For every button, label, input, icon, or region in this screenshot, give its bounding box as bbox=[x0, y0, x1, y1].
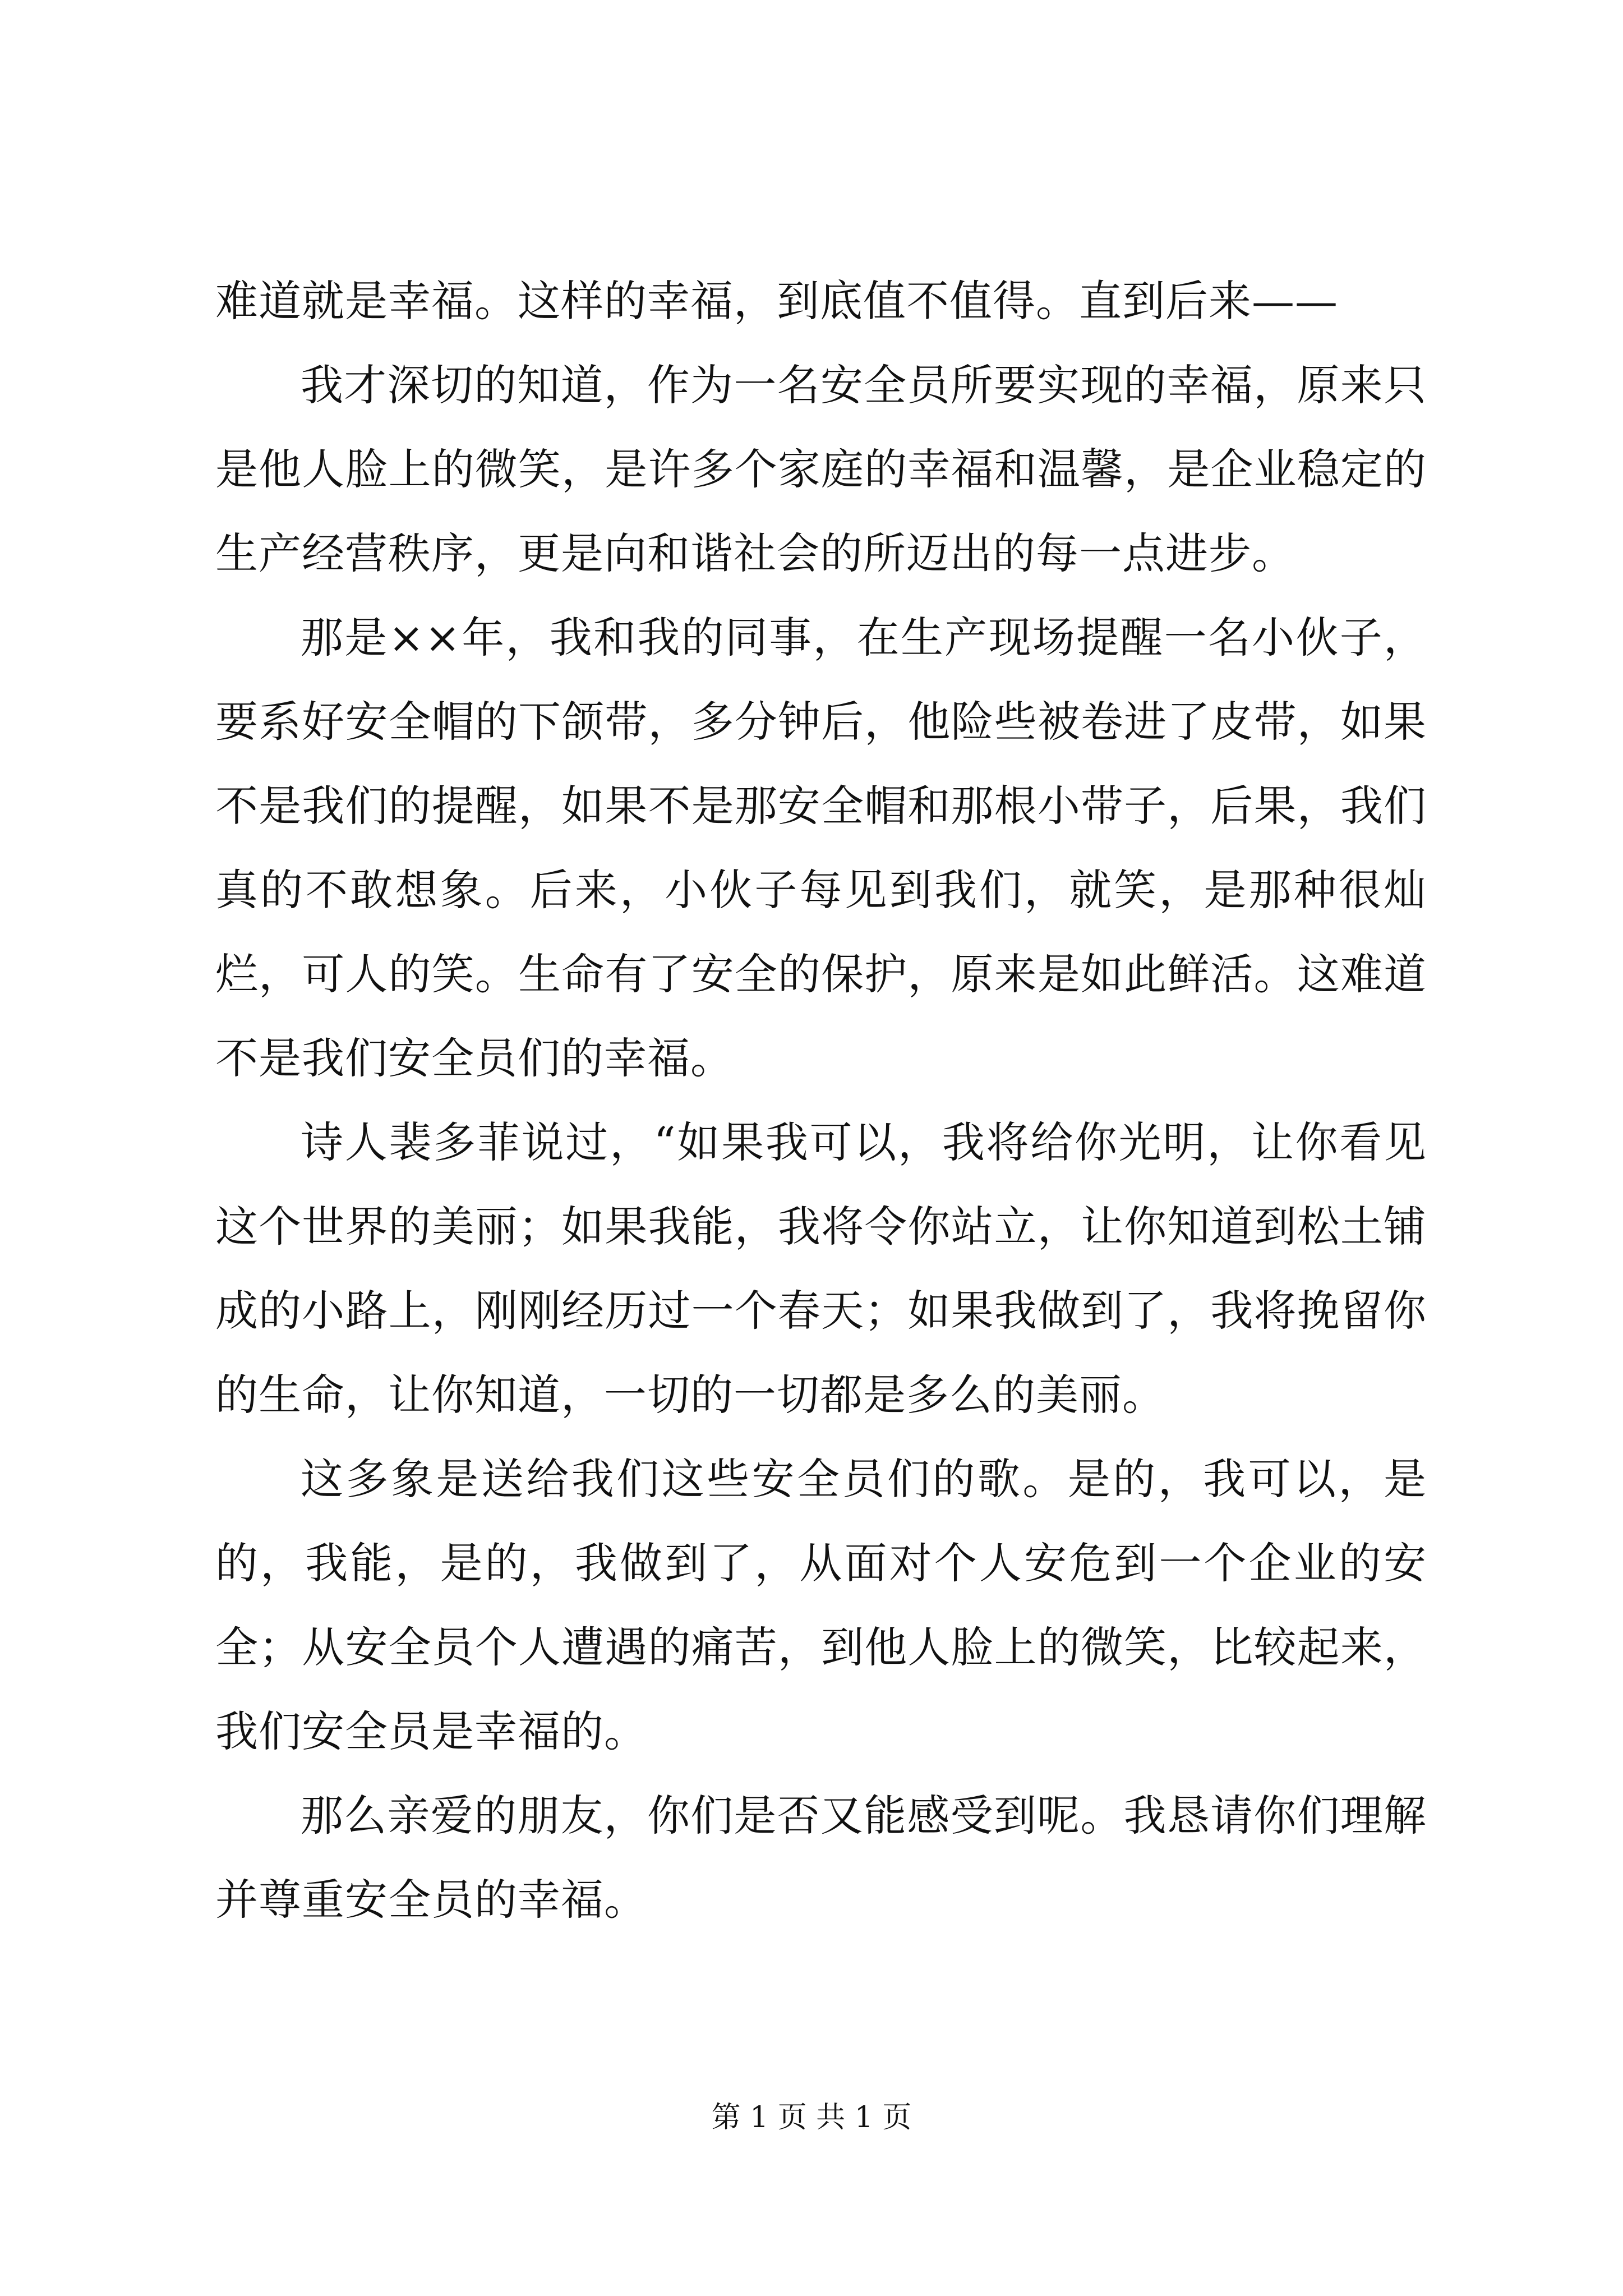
paragraph-helmet-story: 那是××年，我和我的同事，在生产现场提醒一名小伙子，要系好安全帽的下颌带，多分钟后，他险些被卷进了皮带，如果不是我们的提醒，如果不是那安全帽和那根小带子，后果，我们真的不敢想象。后来，小伙子每见到我们，就笑，是那种很灿烂，可人的笑。生命有了安全的保护，原来是如此鲜活。这难道不是我们安全员们的幸福。 bbox=[215, 613, 1427, 1083]
paragraph-closing-appeal: 那么亲爱的朋友，你们是否又能感受到呢。我恳请你们理解并尊重安全员的幸福。 bbox=[215, 1791, 1427, 1925]
page-number-label: 第 1 页 共 1 页 bbox=[711, 2101, 912, 2134]
paragraph-continuation: 难道就是幸福。这样的幸福，到底值不值得。直到后来—— bbox=[215, 276, 1338, 326]
document-body bbox=[215, 259, 1427, 1942]
page-footer bbox=[0, 2098, 1623, 2137]
paragraph-safety-happiness: 我才深切的知道，作为一名安全员所要实现的幸福，原来只是他人脸上的微笑，是许多个家庭的幸福和温馨，是企业稳定的生产经营秩序，更是向和谐社会的所迈出的每一点进步。 bbox=[215, 360, 1427, 578]
paragraph-poet-quote: 诗人裴多菲说过，“如果我可以，我将给你光明，让你看见这个世界的美丽；如果我能，我将令你站立，让你知道到松土铺成的小路上，刚刚经历过一个春天；如果我做到了，我将挽留你的生命，让你知道，一切的一切都是多么的美丽。 bbox=[215, 1117, 1427, 1420]
paragraph-song-reflection: 这多象是送给我们这些安全员们的歌。是的，我可以，是的，我能，是的，我做到了，从面对个人安危到一个企业的安全；从安全员个人遭遇的痛苦，到他人脸上的微笑，比较起来，我们安全员是幸福的。 bbox=[215, 1454, 1427, 1756]
